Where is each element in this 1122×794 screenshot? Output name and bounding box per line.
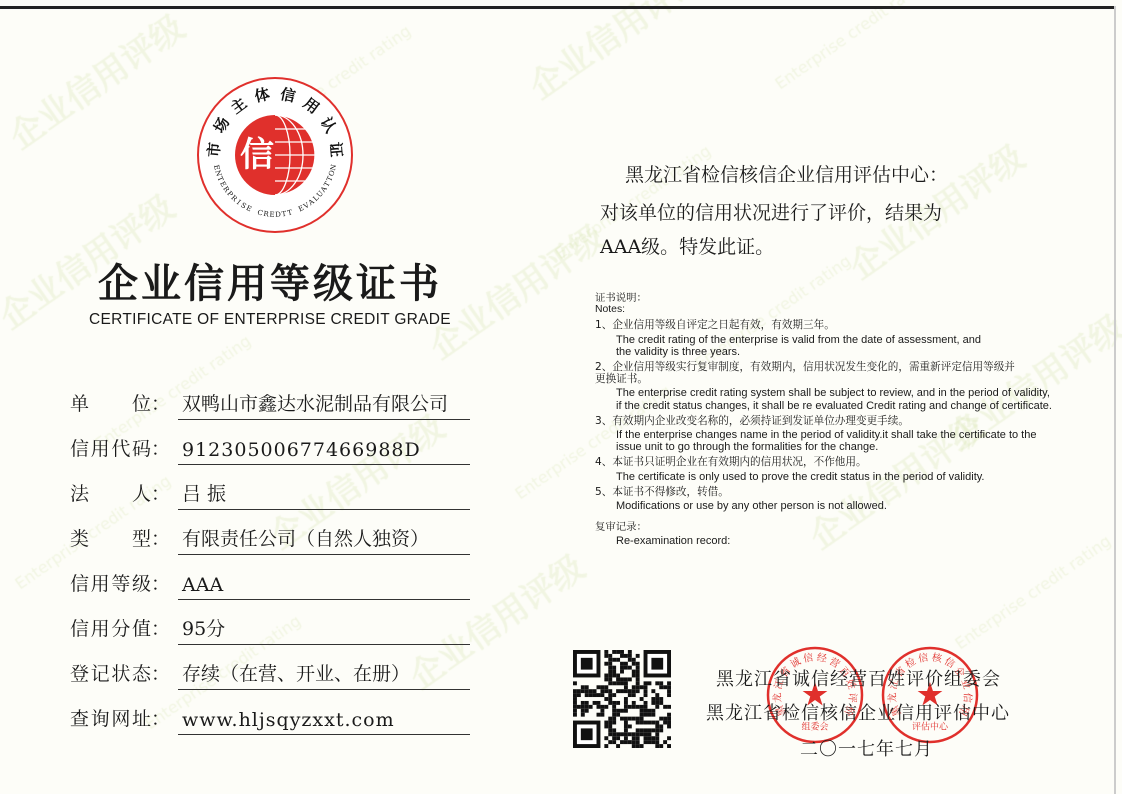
official-stamp-1 (765, 645, 865, 745)
field-label (70, 659, 170, 686)
field-label-char: 级： (131, 573, 170, 595)
field-label-char: 用 (90, 573, 110, 595)
field-label-char: 法 (70, 483, 90, 505)
field-value: 存续（在营、开业、在册） (178, 659, 470, 690)
field-label-char: 等 (111, 573, 131, 595)
field-row (70, 615, 470, 645)
field-label-char: 用 (90, 438, 110, 460)
field-label (70, 569, 170, 596)
note-en: If the enterprise changes name in the period of validity.it shall take the certificate to the issue unit to go through the formalities for the change. (616, 429, 1037, 454)
note-cn: 2、企业信用等级实行复审制度，有效期内，信用状况发生变化的，需重新评定信用等级并更换证书。 (595, 361, 1015, 386)
field-label-char: 位： (131, 393, 170, 415)
field-label (70, 614, 170, 641)
certificate-subtitle: CERTIFICATE OF ENTERPRISE CREDIT GRADE (89, 311, 451, 328)
field-label-char: 态： (131, 663, 170, 685)
field-label-char: 询 (90, 708, 110, 730)
statement-line-1: 黑龙江省检信核信企业信用评估中心： (625, 164, 949, 186)
statement-line-2: 对该单位的信用状况进行了评价，结果为 (600, 202, 943, 224)
field-label (70, 389, 170, 416)
field-label-char: 码： (131, 438, 170, 460)
field-label-char: 登 (70, 663, 90, 685)
certificate-title: 企业信用等级证书 (98, 261, 442, 307)
record-heading-cn: 复审记录： (595, 521, 647, 534)
field-row (70, 435, 470, 465)
field-value: 吕 振 (178, 479, 470, 510)
field-row (70, 525, 470, 555)
issue-date: 二〇一七年七月 (800, 739, 933, 760)
record-heading-en: Re-examination record: (616, 535, 731, 548)
field-label (70, 704, 170, 731)
issuer-1: 黑龙江省诚信经营百姓评价组委会 (716, 669, 1001, 690)
field-row (70, 480, 470, 510)
note-en: The credit rating of the enterprise is valid from the date of assessment, and the validity is three years. (616, 333, 982, 358)
field-label (70, 524, 170, 551)
notes-heading-cn: 证书说明： (595, 292, 647, 304)
field-row (70, 570, 470, 600)
field-row (70, 660, 470, 690)
field-value: 95分 (178, 614, 470, 645)
issuer-2: 黑龙江省检信核信企业信用评估中心 (706, 703, 1010, 724)
field-label-char: 查 (70, 708, 90, 730)
field-value: 91230500677466988D (178, 439, 470, 465)
field-label-char: 信 (70, 618, 90, 640)
field-label-char: 分 (111, 618, 131, 640)
field-label-char: 代 (111, 438, 131, 460)
note-en: Modifications or use by any other person is not allowed. (616, 500, 887, 513)
field-label-char: 值： (131, 618, 170, 640)
note-cn: 1、企业信用等级自评定之日起有效，有效期三年。 (595, 319, 835, 332)
scan-edge (1114, 6, 1116, 794)
field-value: www.hljsqyzxxt.com (178, 709, 470, 735)
note-cn: 3、有效期内企业改变名称的，必须持证到发证单位办理变更手续。 (595, 414, 909, 427)
official-stamp-2 (880, 645, 980, 745)
qr-code[interactable] (573, 650, 671, 748)
field-label-char: 网 (111, 708, 131, 730)
field-label-char: 类 (70, 528, 90, 550)
field-label-char: 用 (90, 618, 110, 640)
field-value: 有限责任公司（自然人独资） (178, 524, 470, 555)
field-label-char: 信 (70, 438, 90, 460)
field-label-char: 状 (111, 663, 131, 685)
scan-border (0, 6, 1116, 9)
note-en: The certificate is only used to prove the credit status in the period of validity. (616, 470, 985, 483)
field-row (70, 705, 470, 735)
certificate-notes (595, 292, 1065, 548)
field-label (70, 434, 170, 461)
field-value: 双鸭山市鑫达水泥制品有限公司 (178, 389, 470, 420)
statement-line-3: AAA级。特发此证。 (600, 236, 775, 258)
field-value: AAA (178, 574, 470, 600)
field-label-char: 单 (70, 393, 90, 415)
field-label-char: 址： (131, 708, 170, 730)
notes-heading-en: Notes: (595, 304, 626, 316)
field-label (70, 479, 170, 506)
credit-certification-seal-logo (195, 75, 355, 235)
note-en: The enterprise credit rating system shall be subject to review, and in the period of validity, if the credit status changes, it shall be re evaluated Credit rating and change of certificate. (616, 387, 1052, 412)
note-cn: 4、本证书只证明企业在有效期内的信用状况，不作他用。 (595, 456, 867, 469)
field-label-char: 信 (70, 573, 90, 595)
note-cn: 5、本证书不得修改，转借。 (595, 485, 729, 498)
field-label-char: 记 (90, 663, 110, 685)
notes-list (595, 319, 1065, 512)
field-row (70, 390, 470, 420)
field-label-char: 人： (131, 483, 170, 505)
field-label-char: 型： (131, 528, 170, 550)
